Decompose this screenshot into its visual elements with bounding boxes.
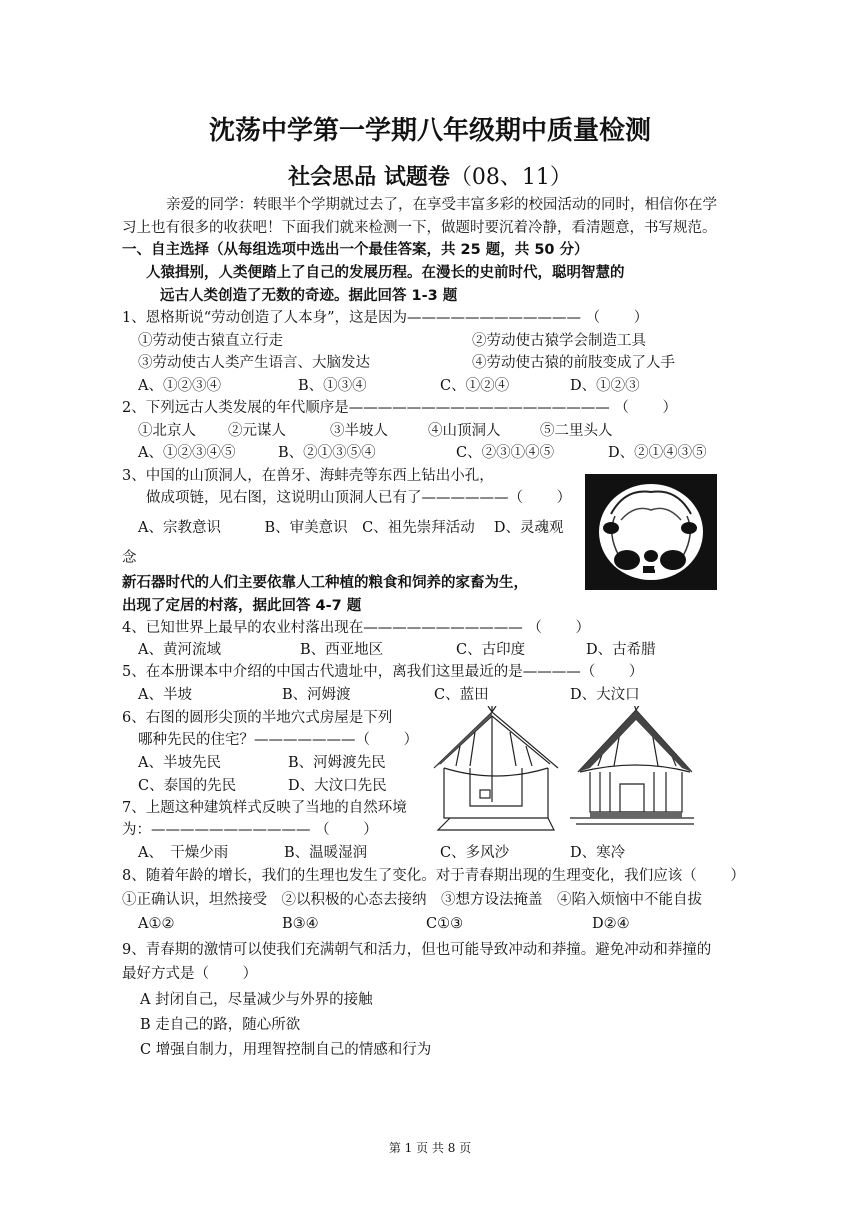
question-7-line-1: 7、上题这种建筑样式反映了当地的自然环境	[122, 800, 407, 816]
q4-choice-c: C、古印度	[456, 642, 526, 658]
q3-choice-wrap: 念	[122, 550, 137, 566]
q1-item-3: ③劳动使古人类产生语言、大脑发达	[138, 355, 370, 371]
q6-choice-c: C、泰国的先民	[138, 778, 237, 794]
q8-items: ①正确认识，坦然接受 ②以积极的心态去接纳 ③想方设法掩盖 ④陷入烦恼中不能自拔	[122, 892, 702, 908]
q1-choice-c: C、①②④	[440, 378, 510, 394]
q6-choice-d: D、大汶口先民	[288, 778, 387, 794]
q2-item-2: ②元谋人	[228, 423, 286, 439]
q2-choice-b: B、②①③⑤④	[278, 445, 376, 461]
intro-line-2: 习上也有很多的收获吧！下面我们就来检测一下，做题时要沉着冷静，看清题意，书写规范。	[122, 220, 717, 236]
subtitle-text: 社会思品 试题卷	[288, 165, 450, 190]
group-intro-1a: 人猿揖别，人类便踏上了自己的发展历程。在漫长的史前时代，聪明智慧的	[146, 265, 625, 281]
q3-choices: A、宗教意识 B、审美意识 C、祖先崇拜活动 D、灵魂观	[138, 520, 564, 536]
q2-choice-c: C、②③①④⑤	[456, 445, 555, 461]
question-9-line-1: 9、青春期的激情可以使我们充满朝气和活力，但也可能导致冲动和莽撞。避免冲动和莽撞的	[122, 942, 712, 958]
question-3-line-1: 3、中国的山顶洞人，在兽牙、海蚌壳等东西上钻出小孔，	[122, 468, 494, 484]
q4-choice-b: B、西亚地区	[300, 642, 384, 658]
q9-choice-a: A 封闭自己，尽量减少与外界的接触	[140, 992, 373, 1008]
q2-item-4: ④山顶洞人	[428, 423, 501, 439]
question-6-line-2: 哪种先民的住宅？———————（ ）	[138, 732, 419, 748]
q8-choice-d: D②④	[592, 916, 630, 932]
subtitle-date: （08、11）	[449, 165, 572, 190]
q7-choice-a: A、 干燥少雨	[138, 845, 229, 861]
question-4: 4、已知世界上最早的农业村落出现在——————————— （ ）	[122, 620, 590, 636]
q1-choice-d: D、①②③	[570, 378, 640, 394]
q2-choice-a: A、①②③④⑤	[138, 445, 236, 461]
q2-choice-d: D、②①④③⑤	[608, 445, 707, 461]
q5-choice-b: B、河姆渡	[282, 687, 351, 703]
page-footer: 第 1 页 共 8 页	[388, 1141, 472, 1155]
intro-line-1: 亲爱的同学：转眼半个学期就过去了，在享受丰富多彩的校园活动的同时，相信你在学	[166, 197, 717, 213]
q1-item-1: ①劳动使古猿直立行走	[138, 333, 283, 349]
question-7-line-2: 为：——————————— （ ）	[122, 822, 378, 838]
question-1: 1、恩格斯说“劳动创造了人本身”，这是因为———————————— （ ）	[122, 310, 649, 326]
q1-item-2: ②劳动使古猿学会制造工具	[472, 333, 646, 349]
q8-choice-a: A①②	[138, 916, 175, 932]
question-6-line-1: 6、右图的圆形尖顶的半地穴式房屋是下列	[122, 710, 393, 726]
question-3-line-2: 做成项链，见右图，这说明山顶洞人已有了——————（ ）	[146, 490, 572, 506]
q1-item-4: ④劳动使古猿的前肢变成了人手	[472, 355, 675, 371]
group-intro-2b: 出现了定居的村落，据此回答 4-7 题	[122, 598, 362, 614]
q4-choice-d: D、古希腊	[586, 642, 656, 658]
necklace-image	[585, 474, 717, 590]
q7-choice-d: D、寒冷	[570, 845, 626, 861]
q5-choice-a: A、半坡	[138, 687, 192, 703]
q8-choice-c: C①③	[426, 916, 464, 932]
q9-choice-c: C 增强自制力，用理智控制自己的情感和行为	[140, 1042, 432, 1058]
q2-item-5: ⑤二里头人	[540, 423, 613, 439]
q6-choice-a: A、半坡先民	[138, 755, 221, 771]
q1-choice-a: A、①②③④	[138, 378, 221, 394]
q8-choice-b: B③④	[282, 916, 319, 932]
q5-choice-d: D、大汶口	[570, 687, 640, 703]
q4-choice-a: A、黄河流域	[138, 642, 221, 658]
question-9-line-2: 最好方式是（ ）	[122, 966, 258, 982]
q2-item-3: ③半坡人	[330, 423, 388, 439]
question-5: 5、在本册课本中介绍的中国古代遗址中，离我们这里最近的是————（ ）	[122, 664, 644, 680]
question-8: 8、随着年龄的增长，我们的生理也发生了变化。对于青春期出现的生理变化，我们应该（ ）	[122, 868, 745, 884]
section-heading: 一、自主选择（从每组选项中选出一个最佳答案，共 25 题，共 50 分）	[122, 242, 589, 258]
group-intro-2a: 新石器时代的人们主要依靠人工种植的粮食和饲养的家畜为生，	[122, 575, 528, 591]
q9-choice-b: B 走自己的路，随心所欲	[140, 1017, 301, 1033]
q1-choice-b: B、①③④	[298, 378, 367, 394]
page-title: 沈荡中学第一学期八年级期中质量检测	[208, 116, 651, 146]
group-intro-1b: 远古人类创造了无数的奇迹。据此回答 1-3 题	[160, 288, 458, 304]
q5-choice-c: C、蓝田	[434, 687, 489, 703]
q7-choice-b: B、温暖湿润	[284, 845, 368, 861]
page-subtitle	[0, 160, 860, 191]
q2-item-1: ①北京人	[138, 423, 196, 439]
hut-illustration	[430, 706, 696, 832]
q7-choice-c: C、多风沙	[440, 845, 510, 861]
question-2: 2、下列远古人类发展的年代顺序是—————————————————— （ ）	[122, 400, 677, 416]
q6-choice-b: B、河姆渡先民	[288, 755, 386, 771]
